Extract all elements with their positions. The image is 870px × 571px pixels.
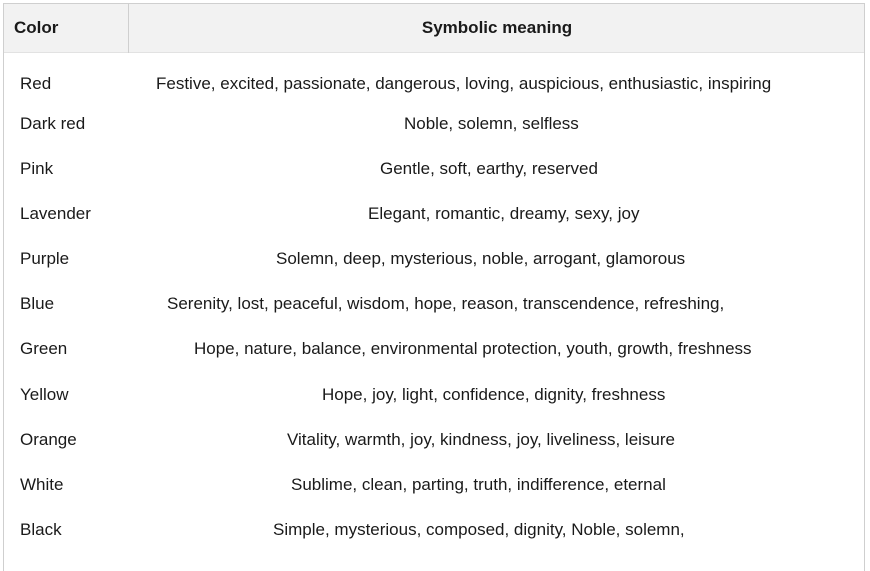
table-row [4, 72, 864, 96]
table-row [4, 518, 864, 542]
color-cell: Dark red [20, 114, 86, 133]
table-row [4, 247, 864, 271]
color-cell: Black [20, 520, 62, 539]
meaning-cell: Noble, solemn, selfless [404, 114, 579, 133]
table-row [4, 473, 864, 497]
color-cell: Blue [20, 294, 55, 313]
table-row [4, 383, 864, 407]
color-cell: Red [20, 74, 52, 93]
header-symbolic-meaning: Symbolic meaning [421, 18, 573, 37]
meaning-cell: Elegant, romantic, dreamy, sexy, joy [368, 204, 640, 223]
meaning-cell: Festive, excited, passionate, dangerous, loving, auspicious, enthusiastic, inspiring [156, 74, 772, 93]
meaning-cell: Vitality, warmth, joy, kindness, joy, liveliness, leisure [287, 430, 675, 449]
color-cell: Orange [20, 430, 77, 449]
color-cell: Green [20, 339, 68, 358]
color-cell: Lavender [20, 204, 91, 223]
table-row [4, 292, 864, 316]
header-color: Color [14, 18, 59, 37]
table-row [4, 202, 864, 226]
color-cell: Yellow [20, 385, 69, 404]
table-row [4, 428, 864, 452]
meaning-cell: Hope, nature, balance, environmental protection, youth, growth, freshness [194, 339, 752, 358]
meaning-cell: Serenity, lost, peaceful, wisdom, hope, reason, transcendence, refreshing, [167, 294, 725, 313]
meaning-cell: Solemn, deep, mysterious, noble, arrogant, glamorous [276, 249, 686, 268]
color-cell: Purple [20, 249, 70, 268]
meaning-cell: Gentle, soft, earthy, reserved [380, 159, 598, 178]
color-meaning-table [3, 3, 865, 571]
meaning-cell: Simple, mysterious, composed, dignity, Noble, solemn, [273, 520, 685, 539]
color-cell: White [20, 475, 64, 494]
table-row [4, 157, 864, 181]
table-header-row [4, 4, 864, 53]
table-row [4, 337, 864, 361]
meaning-cell: Sublime, clean, parting, truth, indifference, eternal [291, 475, 666, 494]
color-cell: Pink [20, 159, 54, 178]
meaning-cell: Hope, joy, light, confidence, dignity, freshness [322, 385, 666, 404]
table-row [4, 112, 864, 136]
